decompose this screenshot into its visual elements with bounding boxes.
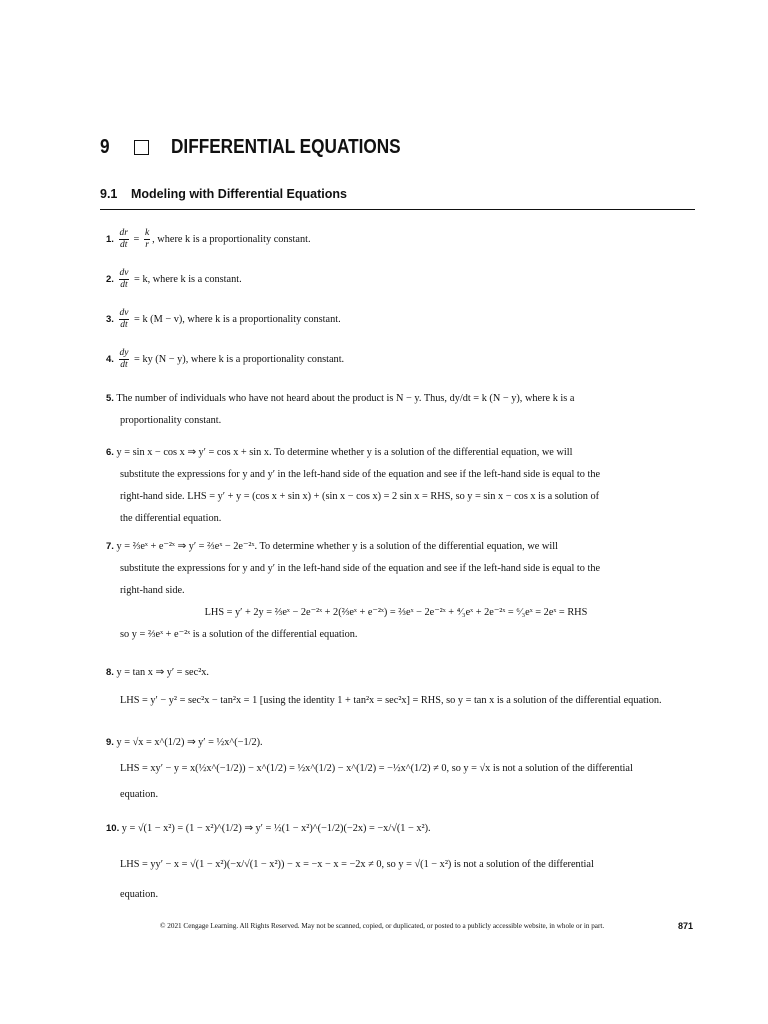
fraction: $\frac{dr}{dt}$ (119, 228, 128, 250)
exercise-text: y = sin x − cos x ⇒ y′ = cos x + sin x. To determine whether y is a solution of the differential equation, we will (116, 447, 573, 458)
section-number: 9.1 (100, 187, 118, 201)
exercise-line: LHS = yy′ − x = √(1 − x²)(−x/√(1 − x²)) − x = −x − x = −2x ≠ 0, so y = √(1 − x²) is not a solution of the differential (120, 859, 594, 870)
page-footer (160, 921, 694, 931)
exercise-line: equation. (120, 889, 159, 900)
exercise-number: 6. (106, 447, 114, 458)
exercise-8 (106, 662, 706, 712)
exercise-text: = ky (N − y), where k is a proportionality constant. (131, 353, 345, 365)
exercise-line: the differential equation. (120, 513, 222, 524)
fraction: $\frac{dv}{dt}$ (119, 268, 129, 290)
exercise-number: 3. (106, 313, 114, 325)
chapter-title: DIFFERENTIAL EQUATIONS (171, 135, 401, 158)
exercise-text: y = tan x ⇒ y′ = sec²x. (116, 667, 210, 678)
page-number: 871 (678, 921, 694, 931)
exercise-6 (106, 442, 706, 530)
exercise-text: y = ⅔eˣ + e⁻²ˣ ⇒ y′ = ⅔eˣ − 2e⁻²ˣ. To determine whether y is a solution of the differential equation, we will (116, 541, 558, 552)
exercise-line (106, 536, 706, 558)
exercise-display-equation: LHS = y′ + 2y = ⅔eˣ − 2e⁻²ˣ + 2(⅔eˣ + e⁻²ˣ) = ⅔eˣ − 2e⁻²ˣ + ⁴⁄₃eˣ + 2e⁻²ˣ = ⁶⁄₃eˣ = 2eˣ = RHS (204, 607, 588, 618)
chapter-heading (100, 132, 438, 162)
exercise-line: so y = ⅔eˣ + e⁻²ˣ is a solution of the differential equation. (120, 629, 358, 640)
exercise-number: 4. (106, 353, 114, 365)
copyright-notice: © 2021 Cengage Learning. All Rights Reserved. May not be scanned, copied, or duplicated, or posted to a publicly accessible website, in whole or in part. (160, 922, 605, 930)
exercise-7 (106, 536, 706, 646)
exercise-text: = k, where k is a constant. (131, 273, 242, 285)
exercise-10 (106, 818, 706, 906)
fraction: $\frac{k}{r}$ (144, 228, 150, 250)
exercise-2 (106, 268, 706, 291)
exercise-9 (106, 732, 706, 806)
exercise-line: 1. $\frac{dr}{dt}$ = $\frac{k}{r}$ , where k is a proportionality constant. (106, 228, 311, 250)
exercise-line (106, 732, 706, 754)
section-divider (100, 209, 695, 210)
exercise-number: 7. (106, 541, 114, 552)
exercise-number: 1. (106, 233, 114, 245)
exercise-text: y = √(1 − x²) = (1 − x²)^(1/2) ⇒ y′ = ½(1 − x²)^(−1/2)(−2x) = −x/√(1 − x²). (121, 823, 431, 834)
exercise-line: right-hand side. (120, 585, 185, 596)
exercise-line (106, 268, 706, 291)
exercise-number: 8. (106, 667, 114, 678)
exercise-text: The number of individuals who have not heard about the product is N − y. Thus, dy/dt = k (N − y), where k is a (116, 393, 575, 404)
exercise-text: y = √x = x^(1/2) ⇒ y′ = ½x^(−1/2). (116, 737, 263, 748)
exercise-text: , where k is a proportionality constant. (152, 233, 311, 245)
fraction: $\frac{dy}{dt}$ (119, 348, 129, 370)
exercise-line: right-hand side. LHS = y′ + y = (cos x + sin x) + (sin x − cos x) = 2 sin x = RHS, so y = sin x − cos x is a solution of (120, 491, 600, 502)
chapter-box-icon (134, 140, 149, 155)
exercise-line (106, 662, 706, 684)
fraction: $\frac{dv}{dt}$ (119, 308, 129, 330)
exercise-number: 5. (106, 393, 114, 404)
section-heading (100, 187, 347, 201)
exercise-1 (106, 228, 706, 251)
exercise-line: substitute the expressions for y and y′ in the left-hand side of the equation and see if the left-hand side is equal to the (120, 563, 601, 574)
exercise-4 (106, 348, 706, 371)
exercise-number: 2. (106, 273, 114, 285)
exercise-line: LHS = y′ − y² = sec²x − tan²x = 1 [using the identity 1 + tan²x = sec²x] = RHS, so y = tan x is a solution of the differential equation. (120, 695, 662, 706)
exercise-text: = k (M − v), where k is a proportionality constant. (131, 313, 341, 325)
chapter-number: 9 (100, 135, 110, 158)
exercise-line (106, 348, 706, 371)
exercise-number: 9. (106, 737, 114, 748)
exercise-line (106, 442, 706, 464)
exercise-line (106, 388, 706, 410)
exercise-5 (106, 388, 706, 432)
exercise-line: equation. (120, 789, 159, 800)
section-title: Modeling with Differential Equations (131, 187, 347, 201)
exercise-number: 10. (106, 823, 120, 834)
exercise-line (106, 308, 706, 331)
exercise-line: proportionality constant. (120, 415, 222, 426)
exercise-line (106, 818, 706, 840)
exercise-line: substitute the expressions for y and y′ in the left-hand side of the equation and see if the left-hand side is equal to the (120, 469, 601, 480)
exercise-line: LHS = xy′ − y = x(½x^(−1/2)) − x^(1/2) = ½x^(1/2) − x^(1/2) = −½x^(1/2) ≠ 0, so y = √x is not a solution of the differential (120, 763, 633, 774)
exercise-3 (106, 308, 706, 331)
